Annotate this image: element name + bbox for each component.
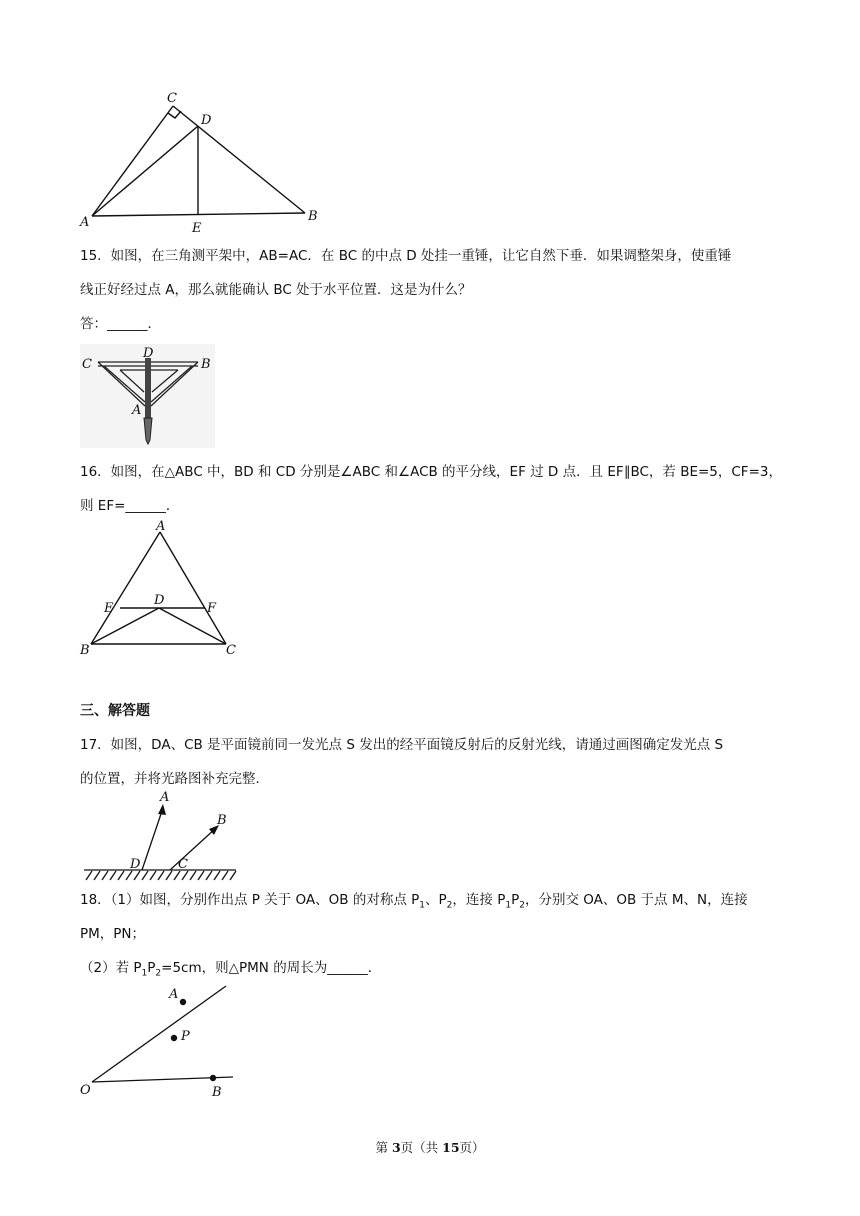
- q14-label-b: B: [308, 209, 318, 224]
- q15-label-c: C: [82, 357, 92, 372]
- q16-figure: [80, 520, 245, 662]
- q14-figure: [80, 86, 330, 236]
- q14-label-c: C: [167, 91, 177, 106]
- q16-label-b: B: [80, 643, 90, 658]
- q18-point-a: [180, 999, 186, 1005]
- q15-answer: 答：______．: [80, 316, 161, 332]
- q15-plumb-line: [145, 358, 151, 418]
- q18-text-line1: 18．（1）如图，分别作出点 P 关于 OA、OB 的对称点 $P_1$、$P_2$，连接 $P_1P_2$，分别交 OA、OB 于点 M、N，连接: [80, 892, 748, 911]
- q16-label-f: F: [207, 601, 217, 616]
- q18-label-a: A: [169, 987, 179, 1002]
- q18-label-o: O: [80, 1083, 91, 1098]
- q18-text-line3: （2）若 $P_1P_2=5cm$，则△PMN 的周长为______．: [80, 960, 382, 979]
- q16-line-ab: [91, 532, 160, 644]
- q15-text-line1: 15．如图，在三角测平架中，AB=AC．在 BC 的中点 D 处挂一重锤，让它自然下垂．如果调整架身，使重锤: [80, 248, 732, 264]
- q17-text-line1: 17．如图，DA、CB 是平面镜前同一发光点 S 发出的经平面镜反射后的反射光线，请通过画图确定发光点 S: [80, 737, 724, 753]
- section-title: 三、解答题: [80, 703, 150, 719]
- q17-figure: [80, 788, 240, 884]
- q14-line-cb: [173, 106, 305, 213]
- q17-label-a: A: [160, 790, 170, 805]
- q16-label-d: D: [154, 593, 165, 608]
- q15-figure: [80, 344, 215, 448]
- q15-label-d: D: [143, 346, 154, 361]
- q17-ray-cb: [170, 828, 216, 870]
- q16-label-e: E: [104, 601, 114, 616]
- q16-label-c: C: [226, 643, 236, 658]
- q16-label-a: A: [156, 519, 166, 534]
- q18-label-p: P: [181, 1029, 190, 1044]
- page-footer: 第 3页（共 15页）: [375, 1140, 485, 1155]
- q18-point-b: [210, 1075, 216, 1081]
- q17-label-b: B: [217, 813, 227, 828]
- q17-label-d: D: [130, 857, 141, 872]
- q14-label-e: E: [192, 221, 202, 236]
- q18-ray-oa: [92, 986, 226, 1082]
- q16-text-line1: 16．如图，在△ABC 中，BD 和 CD 分别是∠ABC 和∠ACB 的平分线，EF 过 D 点．且 EF∥BC，若 BE=5，CF=3，: [80, 464, 782, 480]
- q17-ray-da: [142, 808, 163, 870]
- q18-point-p: [171, 1035, 177, 1041]
- q18-text-line2: PM，PN；: [80, 926, 146, 942]
- q14-line-ad: [92, 126, 198, 216]
- q17-arrow-a: [158, 804, 166, 815]
- q14-right-angle: [168, 111, 181, 118]
- q14-label-a: A: [80, 215, 90, 230]
- q16-line-ac: [160, 532, 226, 644]
- q18-label-b: B: [212, 1085, 222, 1100]
- q15-label-a: A: [132, 403, 142, 418]
- q17-label-c: C: [178, 857, 188, 872]
- q18-figure: [78, 982, 238, 1100]
- q14-line-ac: [92, 106, 173, 216]
- q16-line-bd: [91, 608, 159, 644]
- q17-text-line2: 的位置，并将光路图补充完整．: [80, 771, 269, 787]
- q14-label-d: D: [201, 113, 212, 128]
- q16-text-line2: 则 EF=______．: [80, 498, 180, 514]
- q15-text-line2: 线正好经过点 A，那么就能确认 BC 处于水平位置．这是为什么？: [80, 282, 472, 298]
- q15-label-b: B: [201, 357, 211, 372]
